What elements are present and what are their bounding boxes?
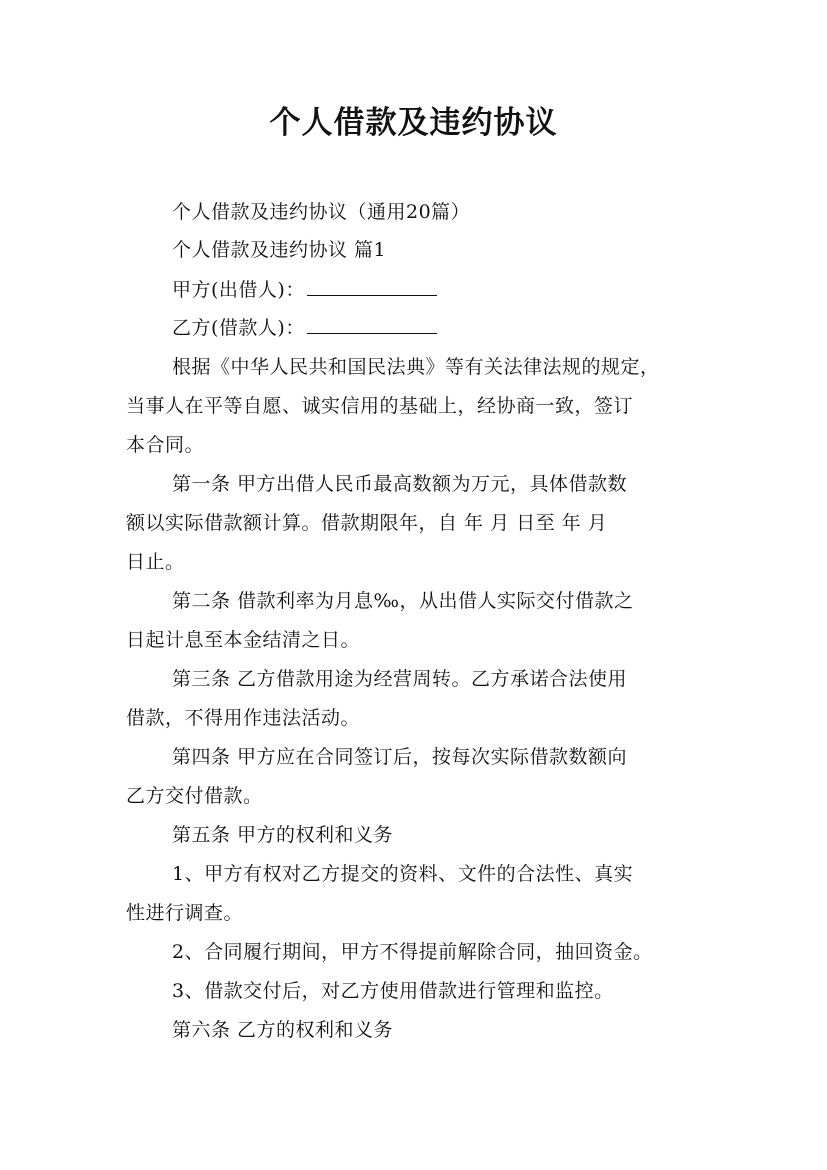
clause-line: 2、合同履行期间，甲方不得提前解除合同，抽回资金。 [172,941,653,963]
clause-line: 性进行调查。 [126,902,244,924]
article-1-line: 第一条 甲方出借人民币最高数额为万元，具体借款数 [172,473,628,495]
article-2-line: 日起计息至本金结清之日。 [126,629,361,651]
article-3-line: 第三条 乙方借款用途为经营周转。乙方承诺合法使用 [172,668,628,690]
article-6-heading: 第六条 乙方的权利和义务 [172,1019,394,1041]
document-subtitle: 个人借款及违约协议（通用20篇） [172,201,471,223]
section-heading: 个人借款及违约协议 篇1 [172,239,387,261]
article-1-line: 日止。 [126,551,185,573]
article-2-line: 第二条 借款利率为月息‰，从出借人实际交付借款之 [172,590,634,612]
party-b-label: 乙方(借款人)： [172,317,305,339]
article-3-line: 借款，不得用作违法活动。 [126,707,361,729]
paragraph-line: 本合同。 [126,434,205,456]
document-title: 个人借款及违约协议 [269,105,558,141]
paragraph-line: 根据《中华人民共和国民法典》等有关法律法规的规定， [172,356,660,378]
clause-line: 1、甲方有权对乙方提交的资料、文件的合法性、真实 [172,863,634,885]
article-1-line: 额以实际借款额计算。借款期限年，自 年 月 日至 年 月 [126,512,608,534]
article-4-line: 乙方交付借款。 [126,785,263,807]
article-4-line: 第四条 甲方应在合同签订后，按每次实际借款数额向 [172,746,628,768]
party-a-line [172,275,437,305]
party-b-line [172,313,437,343]
article-5-heading: 第五条 甲方的权利和义务 [172,824,394,846]
paragraph-line: 当事人在平等自愿、诚实信用的基础上，经协商一致，签订 [126,395,634,417]
party-b-blank-underline [307,313,437,334]
clause-line: 3、借款交付后，对乙方使用借款进行管理和监控。 [172,980,614,1002]
party-a-label: 甲方(出借人)： [172,279,305,301]
party-a-blank-underline [307,275,437,296]
